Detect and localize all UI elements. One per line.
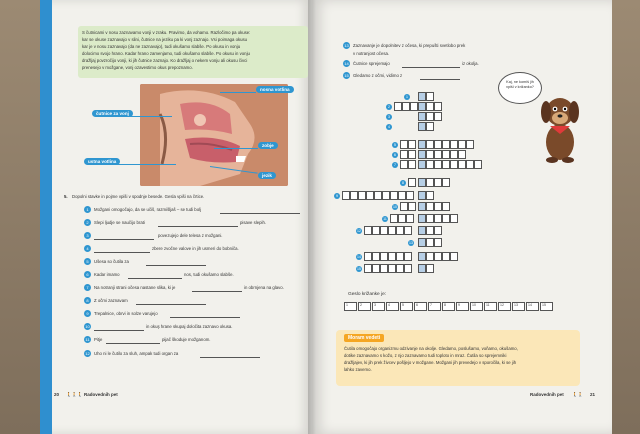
crossword-cell[interactable]: [426, 102, 434, 111]
must-know-line: Čutila omogočajo organizmu odzivanje na okolje. Gledamo, poslušamo, voňamo, okušamo,: [344, 346, 518, 351]
item-text: Možgani omogočajo, da se učiš, razmišljaš – se tudi bolj: [94, 207, 201, 212]
item-text: v notranjost očesa.: [353, 51, 390, 56]
crossword-solution-cell[interactable]: [418, 160, 426, 169]
crossword-number: 13: [409, 241, 413, 245]
answer-line[interactable]: [170, 317, 240, 318]
crossword-cell[interactable]: [390, 214, 398, 223]
crossword-cell[interactable]: [372, 264, 380, 273]
crossword-number: 9: [334, 193, 340, 199]
crossword-cell[interactable]: [426, 238, 434, 247]
crossword-cell[interactable]: [442, 140, 450, 149]
crossword-number: 4: [386, 124, 392, 130]
solution-cell[interactable]: 9: [456, 302, 469, 311]
crossword-cell[interactable]: [426, 252, 434, 261]
crossword-cell[interactable]: [442, 202, 450, 211]
crossword-number: 8: [400, 180, 406, 186]
crossword-cell[interactable]: [394, 102, 402, 111]
crossword-number: 2: [386, 104, 392, 110]
crossword-cell[interactable]: [434, 140, 442, 149]
crossword-cell[interactable]: [434, 238, 442, 247]
crossword-cell[interactable]: [402, 102, 410, 111]
crossword-cell[interactable]: [426, 160, 434, 169]
answer-line[interactable]: [192, 291, 242, 292]
item-number: 2: [84, 219, 91, 226]
answer-line[interactable]: [220, 213, 300, 214]
answer-line[interactable]: [146, 265, 206, 266]
crossword-cell[interactable]: [434, 202, 442, 211]
blue-page-edge: [40, 0, 52, 434]
crossword-cell[interactable]: [466, 160, 474, 169]
crossword-number: 15: [357, 267, 361, 271]
crossword-solution-cell[interactable]: [418, 112, 426, 121]
intro-line: dolocimo svojo hrano. Kadar hrano zamenjamo, tudi okušamo slabše. Po okusu in vonju: [82, 51, 250, 56]
crossword-solution-cell[interactable]: [418, 191, 426, 200]
crossword-cell[interactable]: [434, 160, 442, 169]
crossword-cell[interactable]: [450, 150, 458, 159]
crossword-cell[interactable]: [364, 252, 372, 261]
crossword-cell[interactable]: [364, 264, 372, 273]
solution-cell[interactable]: 11: [484, 302, 497, 311]
solution-cell[interactable]: 2: [358, 302, 371, 311]
head-illustration-svg: [140, 84, 288, 186]
pointer-line: [116, 164, 176, 165]
crossword-cell[interactable]: [364, 226, 372, 235]
crossword-cell[interactable]: [434, 112, 442, 121]
label-nasal-cavity: nosna votlina: [256, 86, 294, 93]
label-oral-cavity: ustna votlina: [84, 158, 120, 165]
solution-cell[interactable]: 8: [442, 302, 455, 311]
crossword-cell[interactable]: [398, 191, 406, 200]
dog-mascot-icon: [532, 92, 588, 164]
exercise-title: Dopolni stavke in pojme vpiši v spodnje besede. Gesla vpiši na črtice.: [72, 194, 205, 199]
crossword-solution-cell[interactable]: [418, 122, 426, 131]
must-know-title: Moram vedeti: [344, 334, 384, 342]
crossword-cell[interactable]: [434, 150, 442, 159]
must-know-line: dotike zaznavamo s kožo, z njo zaznavamo tudi toploto in mraz. Čutila so sprejemniki: [344, 353, 507, 358]
crossword-cell[interactable]: [450, 214, 458, 223]
answer-line[interactable]: [128, 278, 182, 279]
item-number: 10: [85, 324, 90, 329]
item-text: Kadar imamo: [94, 272, 120, 277]
crossword-cell[interactable]: [442, 252, 450, 261]
crossword-cell[interactable]: [372, 252, 380, 261]
intro-line: dražljaj povzročijo vonji, ki jih čutnice zaznajo. Ko dražljaj o nekem vonju ali okusu čivci: [82, 58, 248, 63]
crossword-cell[interactable]: [382, 191, 390, 200]
crossword-number: 14: [357, 255, 361, 259]
crossword-cell[interactable]: [390, 191, 398, 200]
crossword-cell[interactable]: [426, 202, 434, 211]
item-number: 6: [84, 271, 91, 278]
item-number: 4: [84, 245, 91, 252]
solution-label: Geslo križanke je:: [348, 292, 387, 297]
crossword-cell[interactable]: [400, 160, 408, 169]
footer-title-right: Radovednih pet: [530, 392, 564, 397]
crossword-cell[interactable]: [474, 160, 482, 169]
crossword-cell[interactable]: [426, 150, 434, 159]
intro-line: kar je v nosu zaznavajo (da ne zaznavajo), tudi okušamo slabše. Po okusu in vonju: [82, 44, 241, 49]
crossword-cell[interactable]: [426, 264, 434, 273]
crossword-number: 10: [393, 205, 397, 209]
crossword-cell[interactable]: [406, 214, 414, 223]
label-teeth: zobje: [258, 142, 278, 149]
crossword-cell[interactable]: [404, 264, 412, 273]
pointer-line: [128, 116, 172, 117]
crossword-cell[interactable]: [434, 102, 442, 111]
item-number: 13: [344, 43, 349, 48]
solution-cell[interactable]: 12: [498, 302, 511, 311]
answer-line[interactable]: [402, 67, 460, 68]
crossword-solution-cell[interactable]: [418, 178, 426, 187]
intro-line: kar se okuse zaznavajo v slini, čutnice na jeziku pa ki vonj zaznajo. Vsi poimaga okusu: [82, 37, 248, 42]
crossword-cell[interactable]: [380, 264, 388, 273]
book-spine: [308, 0, 316, 434]
crossword-cell[interactable]: [434, 178, 442, 187]
must-know-line: dražljajev, ki jih prek živcev pošljejo v možgane. Možgani jih prevedejo v sporočila, ki se jih: [344, 360, 517, 365]
crossword-solution-cell[interactable]: [418, 140, 426, 149]
crossword-number: 7: [392, 162, 398, 168]
crossword-cell[interactable]: [458, 140, 466, 149]
item-tail: povezujejo dele telesa z možgani.: [158, 233, 223, 238]
answer-line[interactable]: [420, 79, 460, 80]
crossword-cell[interactable]: [426, 191, 434, 200]
solution-cell[interactable]: 3: [372, 302, 385, 311]
crossword-cell[interactable]: [380, 252, 388, 261]
crossword-cell[interactable]: [434, 252, 442, 261]
crossword-cell[interactable]: [408, 160, 416, 169]
crossword-cell[interactable]: [426, 92, 434, 101]
head-cross-section-illustration: [140, 84, 288, 186]
answer-line[interactable]: [158, 226, 238, 227]
item-number: 15: [344, 73, 349, 78]
crossword-solution-cell[interactable]: [418, 202, 426, 211]
solution-cell[interactable]: 1: [344, 302, 357, 311]
item-text: Na notranji strani očesa nastane slika, ki je: [94, 285, 176, 290]
crossword-cell[interactable]: [408, 140, 416, 149]
item-tail: iz okolja.: [462, 61, 479, 66]
item-number: 1: [84, 206, 91, 213]
item-tail: in obrnjena na glavo.: [244, 285, 284, 290]
crossword-cell[interactable]: [396, 226, 404, 235]
crossword-cell[interactable]: [408, 178, 416, 187]
footer-title-left: Radovednih pet: [84, 392, 118, 397]
crossword-solution-cell[interactable]: [418, 150, 426, 159]
must-know-line: lahko zavemo.: [344, 367, 372, 372]
answer-line[interactable]: [94, 239, 154, 240]
figures-icon: 🚶🚶: [572, 392, 584, 397]
item-number: 8: [84, 297, 91, 304]
solution-cell[interactable]: 10: [470, 302, 483, 311]
crossword-cell[interactable]: [400, 202, 408, 211]
crossword-cell[interactable]: [426, 112, 434, 121]
label-smell-receptors: čutnice za vonj: [92, 110, 133, 117]
crossword-number: 12: [357, 229, 361, 233]
crossword-cell[interactable]: [450, 252, 458, 261]
intro-line: S čutnicami v nosu zaznavamo vonji v zraku. Pravimo, da vohamo. Razločimo pa okuse:: [82, 30, 251, 35]
crossword-cell[interactable]: [388, 226, 396, 235]
crossword-cell[interactable]: [426, 140, 434, 149]
crossword-number: 5: [392, 142, 398, 148]
crossword-cell[interactable]: [426, 122, 434, 131]
page-number-left: 20: [54, 392, 60, 397]
crossword-cell[interactable]: [442, 150, 450, 159]
solution-cell[interactable]: 13: [512, 302, 525, 311]
crossword-cell[interactable]: [426, 178, 434, 187]
crossword-cell[interactable]: [408, 150, 416, 159]
crossword-cell[interactable]: [366, 191, 374, 200]
crossword-cell[interactable]: [442, 214, 450, 223]
item-number: 11: [85, 337, 90, 342]
page-number-right: 21: [590, 392, 596, 397]
item-text: Uho ni le čutilo za sluh, ampak tudi organ za: [94, 351, 179, 356]
crossword-solution-cell[interactable]: [418, 264, 426, 273]
crossword-cell[interactable]: [442, 178, 450, 187]
item-tail: nos, tudi okušamo slabše.: [184, 272, 234, 277]
crossword-solution-cell[interactable]: [418, 92, 426, 101]
crossword-number: 6: [392, 152, 398, 158]
solution-cell[interactable]: 4: [386, 302, 399, 311]
crossword-cell[interactable]: [450, 160, 458, 169]
crossword-cell[interactable]: [458, 150, 466, 159]
pointer-line: [214, 148, 258, 149]
solution-cell[interactable]: 15: [540, 302, 553, 311]
crossword-solution-cell[interactable]: [418, 226, 426, 235]
crossword-number: 11: [383, 217, 387, 221]
label-tongue: jezik: [258, 172, 276, 179]
crossword-cell[interactable]: [374, 191, 382, 200]
crossword-cell[interactable]: [442, 160, 450, 169]
crossword-cell[interactable]: [434, 214, 442, 223]
crossword-cell[interactable]: [466, 140, 474, 149]
answer-line[interactable]: [106, 343, 160, 344]
crossword-cell[interactable]: [458, 160, 466, 169]
crossword-cell[interactable]: [372, 226, 380, 235]
item-number: 7: [84, 284, 91, 291]
crossword-cell[interactable]: [396, 252, 404, 261]
item-number: 5: [84, 258, 91, 265]
answer-line[interactable]: [94, 330, 144, 331]
item-text: Čutnice sprejemajo: [353, 61, 390, 66]
crossword-cell[interactable]: [400, 140, 408, 149]
answer-line[interactable]: [200, 357, 260, 358]
crossword-cell[interactable]: [396, 264, 404, 273]
crossword-cell[interactable]: [408, 202, 416, 211]
solution-cell[interactable]: 7: [428, 302, 441, 311]
crossword-solution-cell[interactable]: [418, 214, 426, 223]
crossword-cell[interactable]: [404, 226, 412, 235]
item-tail: in okuş hrane skupaj določita zaznavo okusa.: [146, 324, 233, 329]
speech-bubble-text: Kaj, ne komiš jih vpiši v križanko?: [506, 80, 534, 89]
answer-line[interactable]: [136, 304, 206, 305]
crossword-cell[interactable]: [406, 191, 414, 200]
crossword-cell[interactable]: [400, 150, 408, 159]
crossword-cell[interactable]: [426, 214, 434, 223]
figures-icon: 🚶🚶🚶: [66, 392, 83, 397]
solution-cell[interactable]: 5: [400, 302, 413, 311]
item-text: Trepalnice, obrvi in solze varujejo: [94, 311, 158, 316]
crossword-number: 1: [404, 94, 410, 100]
crossword-cell[interactable]: [358, 191, 366, 200]
item-text: Zaznavanje je dopolnitev z očesa, ki prepušti svetlobo prek: [353, 43, 466, 48]
item-number: 3: [84, 232, 91, 239]
crossword-cell[interactable]: [426, 226, 434, 235]
pointer-line: [220, 92, 256, 93]
intro-line: prenesejo v možgane, vonj ozavestimo okus prepoznamo.: [82, 65, 193, 70]
solution-cell[interactable]: 14: [526, 302, 539, 311]
item-number: 12: [85, 351, 90, 356]
solution-cell[interactable]: 6: [414, 302, 427, 311]
crossword-cell[interactable]: [398, 214, 406, 223]
answer-line[interactable]: [94, 252, 150, 253]
crossword-cell[interactable]: [450, 140, 458, 149]
crossword-cell[interactable]: [388, 252, 396, 261]
crossword-number: 3: [386, 114, 392, 120]
item-text: Slepi ljudje se naučijo brati: [94, 220, 145, 225]
crossword-cell[interactable]: [350, 191, 358, 200]
crossword-cell[interactable]: [342, 191, 350, 200]
item-number: 9: [84, 310, 91, 317]
crossword-cell[interactable]: [404, 252, 412, 261]
exercise-number: 5.: [64, 194, 68, 199]
item-text: Ušesa so čutila za: [94, 259, 129, 264]
crossword-cell[interactable]: [410, 102, 418, 111]
item-tail: pijač škoduje možganom.: [162, 337, 211, 342]
crossword-cell[interactable]: [388, 264, 396, 273]
crossword-solution-cell[interactable]: [418, 238, 426, 247]
item-text: Pitje: [94, 337, 103, 342]
item-tail: pisave slepih.: [240, 220, 267, 225]
item-text: Z očmi zaznavam: [94, 298, 128, 303]
crossword-solution-cell[interactable]: [418, 102, 426, 111]
item-tail: zbere zvočne valove in jih usmeri do bobniča.: [152, 246, 239, 251]
crossword-cell[interactable]: [434, 226, 442, 235]
crossword-cell[interactable]: [380, 226, 388, 235]
item-text: Gledamo z očmi, vidimo z: [353, 73, 403, 78]
item-number: 14: [344, 61, 349, 66]
crossword-solution-cell[interactable]: [418, 252, 426, 261]
